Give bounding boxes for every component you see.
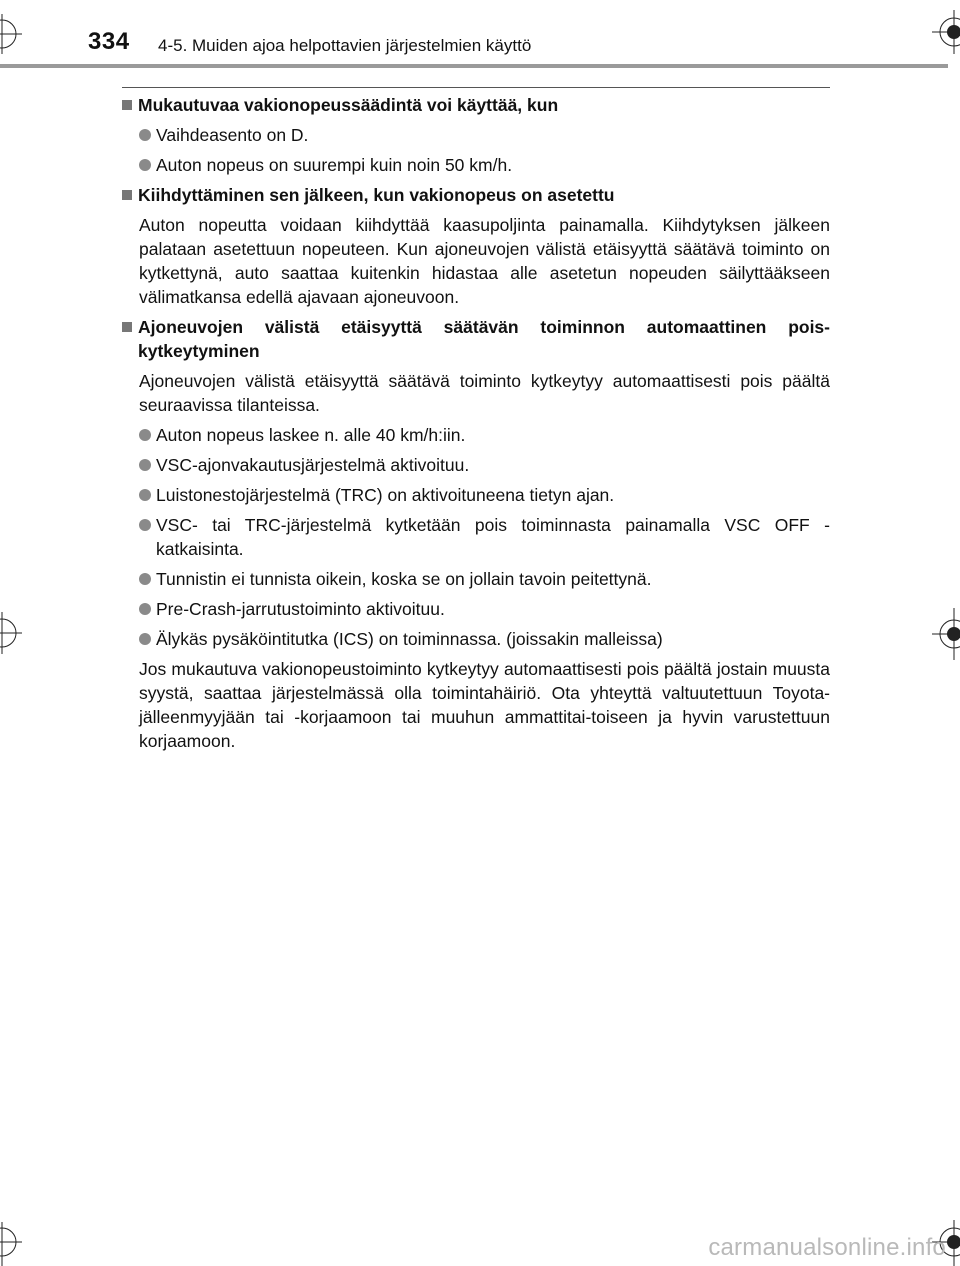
list-item bbox=[122, 627, 830, 651]
list-item-text: Vaihdeasento on D. bbox=[156, 125, 309, 145]
round-bullet-icon bbox=[139, 489, 151, 501]
round-bullet-icon bbox=[139, 159, 151, 171]
square-bullet-icon bbox=[122, 190, 132, 200]
round-bullet-icon bbox=[139, 519, 151, 531]
intro-paragraph: Ajoneuvojen välistä etäisyyttä säätävä toiminto kytkeytyy automaattisesti pois päältä seuraavissa tilanteissa. bbox=[139, 371, 830, 415]
watermark: carmanualsonline.info bbox=[708, 1234, 946, 1261]
list-item bbox=[122, 453, 830, 477]
section-heading-text: Ajoneuvojen välistä etäisyyttä säätävän toiminnon automaattinen pois-kytkeytyminen bbox=[138, 317, 830, 361]
round-bullet-icon bbox=[139, 429, 151, 441]
list-item bbox=[122, 597, 830, 621]
list-item bbox=[122, 153, 830, 177]
list-item-text: VSC-ajonvakautusjärjestelmä aktivoituu. bbox=[156, 455, 470, 475]
closing-paragraph: Jos mukautuva vakionopeustoiminto kytkeytyy automaattisesti pois päältä jostain muusta syystä, saattaa järjestelmässä olla toimintahäiriö. Ota yhteyttä valtuutettuun Toyota-jälleenmyyjään tai -korjaamoon tai muuhun ammattitai-toiseen ja hyvin varustettuun korjaamoon. bbox=[139, 659, 830, 751]
section-heading bbox=[122, 93, 830, 117]
round-bullet-icon bbox=[139, 573, 151, 585]
crosshair-icon bbox=[0, 14, 22, 54]
list-item-text: Luistonestojärjestelmä (TRC) on aktivoituneena tietyn ajan. bbox=[156, 485, 615, 505]
page-content bbox=[122, 93, 830, 759]
body-paragraph: Auton nopeutta voidaan kiihdyttää kaasupoljinta painamalla. Kiihdytyksen jälkeen palataan asetettuun nopeuteen. Kun ajoneuvojen välistä etäisyyttä säätävä toiminto on kytkettynä, auto saattaa kuitenkin hidastaa alle asetetun nopeuden säilyttääkseen välimatkansa edellä ajavaan ajoneuvoon. bbox=[139, 215, 830, 307]
section-heading bbox=[122, 315, 830, 363]
list-item-text: Älykäs pysäköintitutka (ICS) on toiminnassa. (joissakin malleissa) bbox=[156, 629, 663, 649]
round-bullet-icon bbox=[139, 603, 151, 615]
list-item bbox=[122, 423, 830, 447]
square-bullet-icon bbox=[122, 322, 132, 332]
crosshair-icon bbox=[0, 612, 22, 654]
crosshair-icon bbox=[932, 608, 960, 660]
crosshair-icon bbox=[932, 10, 960, 54]
list-item-text: Tunnistin ei tunnista oikein, koska se on jollain tavoin peitettynä. bbox=[156, 569, 652, 589]
square-bullet-icon bbox=[122, 100, 132, 110]
list-item bbox=[122, 123, 830, 147]
section-heading-text: Kiihdyttäminen sen jälkeen, kun vakionopeus on asetettu bbox=[138, 185, 615, 205]
list-item bbox=[122, 483, 830, 507]
list-item-text: VSC- tai TRC-järjestelmä kytketään pois toiminnasta painamalla VSC OFF -katkaisinta. bbox=[156, 515, 830, 559]
section-heading bbox=[122, 183, 830, 207]
round-bullet-icon bbox=[139, 459, 151, 471]
section-title: 4-5. Muiden ajoa helpottavien järjestelmien käyttö bbox=[158, 36, 532, 55]
content-rule bbox=[122, 87, 830, 88]
list-item-text: Auton nopeus laskee n. alle 40 km/h:iin. bbox=[156, 425, 466, 445]
list-item-text: Auton nopeus on suurempi kuin noin 50 km/h. bbox=[156, 155, 513, 175]
list-item bbox=[122, 513, 830, 561]
list-item-text: Pre-Crash-jarrutustoiminto aktivoituu. bbox=[156, 599, 445, 619]
round-bullet-icon bbox=[139, 633, 151, 645]
section-heading-text: Mukautuvaa vakionopeussäädintä voi käyttää, kun bbox=[138, 95, 559, 115]
page-number: 334 bbox=[88, 28, 130, 55]
header-rule bbox=[0, 64, 948, 68]
list-item bbox=[122, 567, 830, 591]
round-bullet-icon bbox=[139, 129, 151, 141]
crosshair-icon bbox=[0, 1222, 22, 1266]
